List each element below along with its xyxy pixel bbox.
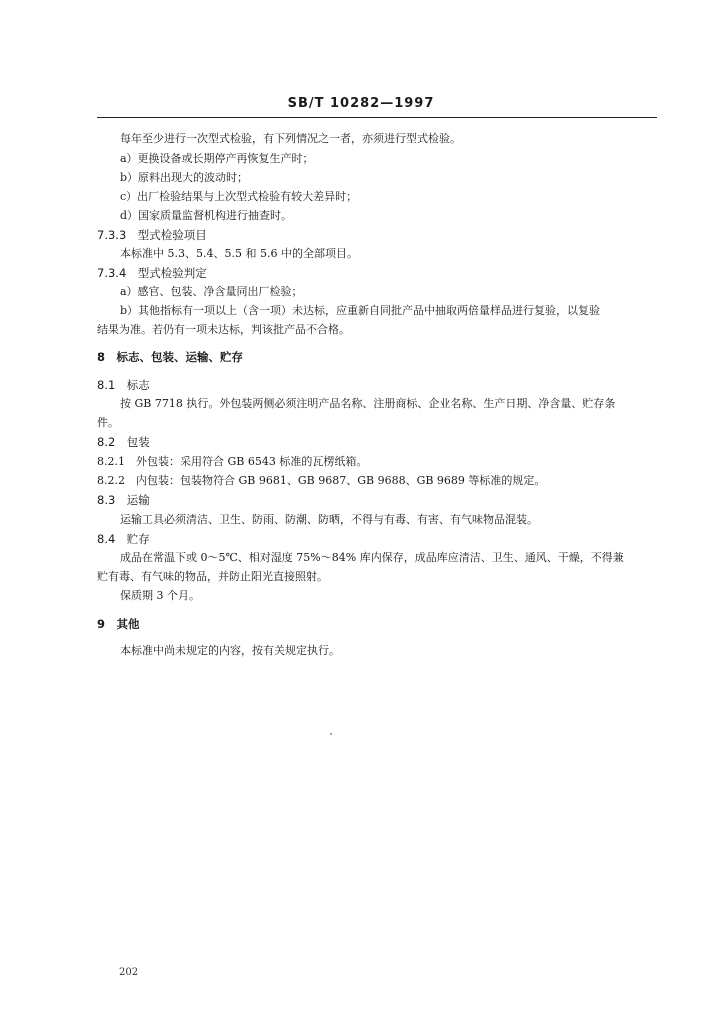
list-item: c）出厂检验结果与上次型式检验有较大差异时； <box>120 190 358 203</box>
standard-code: SB/T 10282—1997 <box>287 96 435 111</box>
section-heading-8: 8 标志、包装、运输、贮存 <box>97 350 244 364</box>
section-heading-8-1: 8.1 标志 <box>97 378 150 392</box>
section-heading-8-3: 8.3 运输 <box>97 493 150 507</box>
section-heading-8-4: 8.4 贮存 <box>97 532 150 546</box>
list-item: b）其他指标有一项以上（含一项）未达标，应重新自同批产品中抽取两倍量样品进行复验，以复验 <box>120 304 601 317</box>
list-item: d）国家质量监督机构进行抽查时。 <box>120 209 293 222</box>
section-heading-7-3-3: 7.3.3 型式检验项目 <box>97 228 207 242</box>
list-item: b）原料出现大的波动时； <box>120 171 249 184</box>
paragraph-line: 8.2.1 外包装：采用符合 GB 6543 标准的瓦楞纸箱。 <box>97 455 368 468</box>
list-item: a）感官、包装、净含量同出厂检验； <box>120 285 303 298</box>
paragraph-line: 本标准中 5.3、5.4、5.5 和 5.6 中的全部项目。 <box>120 247 358 260</box>
section-heading-7-3-4: 7.3.4 型式检验判定 <box>97 266 207 280</box>
paragraph-line: 件。 <box>97 416 119 429</box>
section-heading-8-2: 8.2 包装 <box>97 435 150 449</box>
paragraph-line: 贮有毒、有气味的物品，并防止阳光直接照射。 <box>97 570 328 583</box>
paragraph-line: 运输工具必须清洁、卫生、防雨、防潮、防晒，不得与有毒、有害、有气味物品混装。 <box>120 513 538 526</box>
section-heading-9: 9 其他 <box>97 617 140 631</box>
paragraph-line: 按 GB 7718 执行。外包装两侧必须注明产品名称、注册商标、企业名称、生产日期、净含量、贮存条 <box>120 397 616 410</box>
paragraph-line: 本标准中尚未规定的内容，按有关规定执行。 <box>120 644 340 657</box>
scan-speck <box>330 733 332 735</box>
list-item: a）更换设备或长期停产再恢复生产时； <box>120 152 314 165</box>
header-divider <box>97 117 657 118</box>
paragraph-line: 结果为准。若仍有一项未达标，判该批产品不合格。 <box>97 323 350 336</box>
paragraph-line: 8.2.2 内包装：包装物符合 GB 9681、GB 9687、GB 9688、GB 9689 等标准的规定。 <box>97 474 546 487</box>
paragraph-line: 每年至少进行一次型式检验，有下列情况之一者，亦须进行型式检验。 <box>120 132 461 145</box>
paragraph-line: 保质期 3 个月。 <box>120 589 200 602</box>
page-number: 202 <box>119 967 139 978</box>
paragraph-line: 成品在常温下或 0～5℃、相对湿度 75%～84% 库内保存，成品库应清洁、卫生、通风、干燥，不得兼 <box>120 551 624 564</box>
